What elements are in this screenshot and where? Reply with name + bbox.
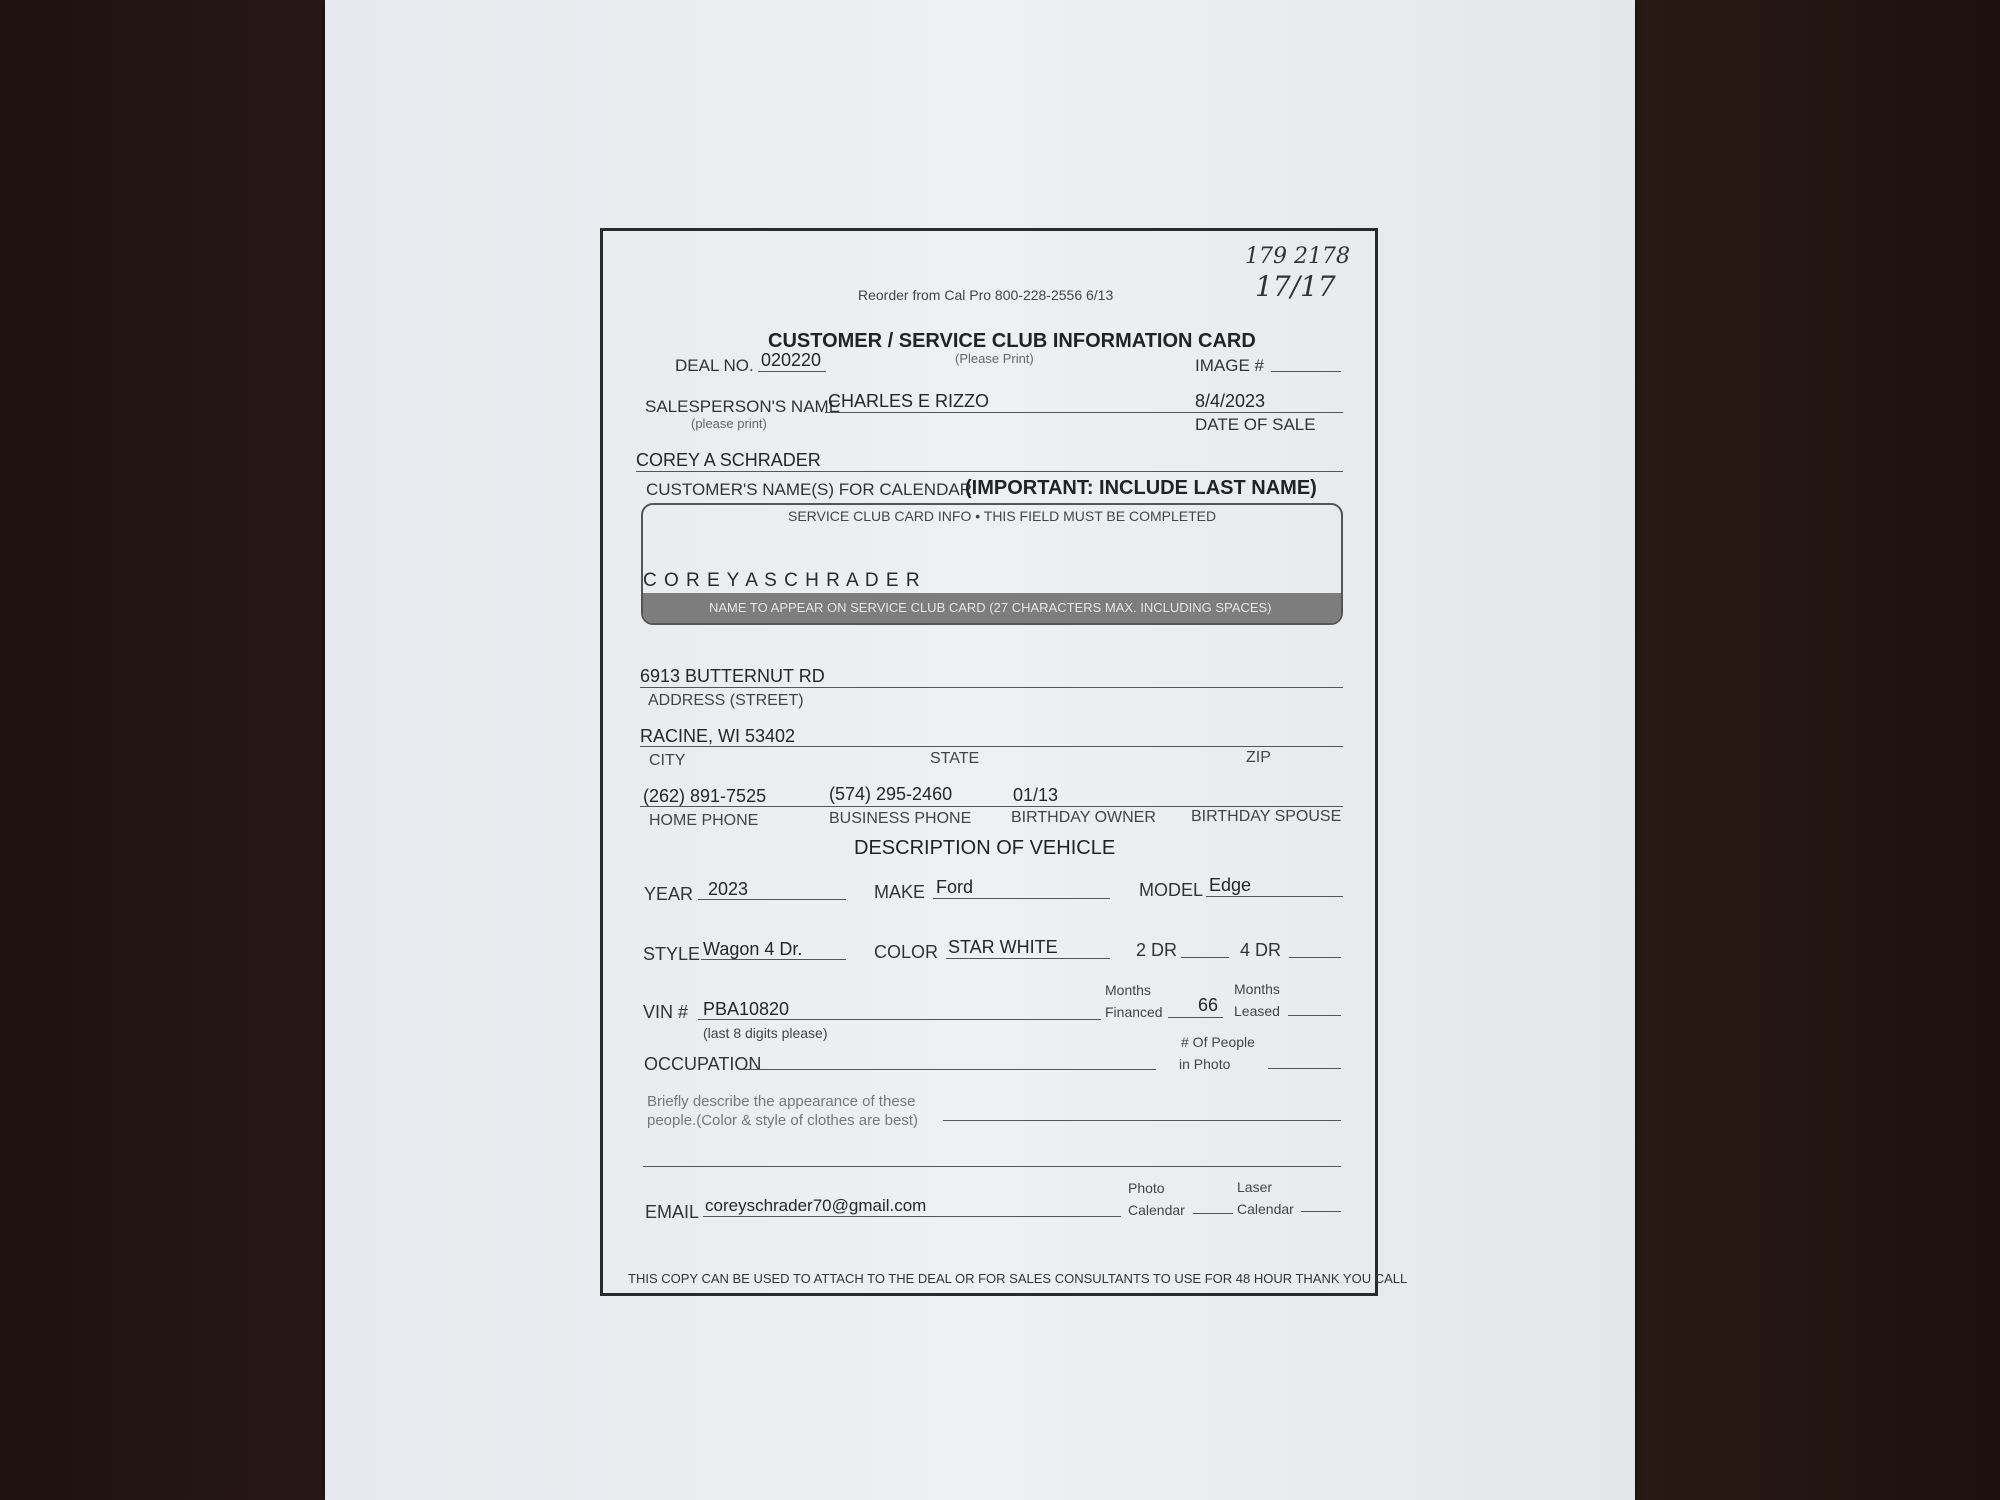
state-label: STATE — [930, 750, 980, 767]
style-value: Wagon 4 Dr. — [703, 939, 803, 959]
business-phone-value: (574) 295-2460 — [829, 784, 953, 804]
deal-no-label: DEAL NO. — [675, 356, 754, 375]
vin-label: VIN # — [643, 1002, 689, 1022]
months-leased-label-2: Leased — [1234, 1003, 1280, 1019]
zip-label: ZIP — [1246, 749, 1271, 766]
customer-name-value: COREY A SCHRADER — [636, 450, 821, 470]
image-field — [1271, 371, 1341, 372]
months-financed-label-2: Financed — [1105, 1004, 1163, 1020]
birthday-owner-label: BIRTHDAY OWNER — [1011, 809, 1156, 826]
laser-calendar-label-2: Calendar — [1237, 1201, 1294, 1217]
sale-date-value: 8/4/2023 — [1195, 391, 1266, 411]
year-label: YEAR — [644, 884, 694, 904]
handwritten-note-2: 17/17 — [1255, 270, 1336, 303]
home-phone-label: HOME PHONE — [649, 812, 759, 829]
make-value: Ford — [936, 877, 974, 897]
people-field — [1268, 1068, 1341, 1069]
months-leased-label-1: Months — [1234, 981, 1280, 997]
salesperson-value: CHARLES E RIZZO — [828, 391, 990, 411]
people-label-1: # Of People — [1181, 1034, 1255, 1050]
info-card — [600, 228, 1408, 1296]
describe-label-2: people.(Color & style of clothes are best) — [647, 1112, 918, 1129]
color-value: STAR WHITE — [948, 937, 1058, 957]
birthday-owner-value: 01/13 — [1013, 785, 1059, 805]
occupation-field — [743, 1069, 1156, 1070]
footer-note: THIS COPY CAN BE USED TO ATTACH TO THE DEAL OR FOR SALES CONSULTANTS TO USE FOR 48 HOUR THANK YOU CALL — [628, 1271, 1408, 1286]
street-label: ADDRESS (STREET) — [648, 692, 804, 709]
laser-calendar-label-1: Laser — [1237, 1179, 1273, 1195]
deal-no-value: 020220 — [761, 350, 822, 370]
months-leased-field — [1288, 1015, 1341, 1016]
photo-calendar-label-2: Calendar — [1128, 1202, 1185, 1218]
four-door-field — [1289, 957, 1341, 958]
email-value: coreyschrader70@gmail.com — [705, 1196, 927, 1215]
vin-note: (last 8 digits please) — [703, 1025, 828, 1041]
occupation-label: OCCUPATION — [644, 1054, 762, 1074]
months-financed-label-1: Months — [1105, 982, 1151, 998]
business-phone-label: BUSINESS PHONE — [829, 810, 972, 827]
important-note: (IMPORTANT: INCLUDE LAST NAME) — [965, 477, 1317, 499]
customer-name-label: CUSTOMER'S NAME(S) FOR CALENDAR — [646, 480, 972, 499]
make-label: MAKE — [874, 882, 926, 902]
color-label: COLOR — [874, 942, 939, 962]
describe-field-1 — [943, 1120, 1341, 1121]
handwritten-note-1: 179 2178 — [1245, 244, 1350, 269]
two-door-label: 2 DR — [1136, 940, 1178, 960]
year-value: 2023 — [708, 879, 749, 899]
home-phone-value: (262) 891-7525 — [643, 786, 767, 806]
birthday-spouse-label: BIRTHDAY SPOUSE — [1191, 808, 1342, 825]
service-club-box — [641, 503, 1343, 625]
card-title: CUSTOMER / SERVICE CLUB INFORMATION CARD — [768, 330, 1256, 352]
vehicle-section-title: DESCRIPTION OF VEHICLE — [854, 837, 1116, 859]
salesperson-label: SALESPERSON'S NAME — [645, 397, 841, 416]
style-label: STYLE — [643, 944, 701, 964]
city-state-zip-value: RACINE, WI 53402 — [640, 726, 796, 746]
image-label: IMAGE # — [1195, 356, 1264, 375]
people-label-2: in Photo — [1179, 1056, 1231, 1072]
email-label: EMAIL — [645, 1202, 700, 1222]
photo-calendar-label-1: Photo — [1128, 1180, 1165, 1196]
city-label: CITY — [649, 752, 686, 769]
salesperson-sublabel: (please print) — [691, 416, 767, 431]
model-label: MODEL — [1139, 880, 1204, 900]
laser-calendar-field — [1301, 1211, 1341, 1212]
describe-label-1: Briefly describe the appearance of these — [647, 1093, 916, 1110]
club-card-bar — [643, 593, 1341, 623]
vin-value: PBA10820 — [703, 999, 790, 1019]
four-door-label: 4 DR — [1240, 940, 1282, 960]
club-card-bar-label: NAME TO APPEAR ON SERVICE CLUB CARD (27 CHARACTERS MAX. INCLUDING SPACES) — [709, 600, 1272, 615]
months-financed-value: 66 — [1198, 995, 1219, 1015]
sale-date-label: DATE OF SALE — [1195, 415, 1316, 434]
please-print-note: (Please Print) — [955, 351, 1034, 366]
two-door-field — [1181, 957, 1229, 958]
street-value: 6913 BUTTERNUT RD — [640, 666, 825, 686]
club-card-name: C O R E Y A S C H R A D E R — [643, 570, 921, 591]
reorder-note: Reorder from Cal Pro 800-228-2556 6/13 — [858, 287, 1114, 303]
club-card-title: SERVICE CLUB CARD INFO • THIS FIELD MUST BE COMPLETED — [788, 508, 1217, 524]
photo-calendar-field — [1193, 1213, 1233, 1214]
model-value: Edge — [1209, 875, 1252, 895]
describe-field-2 — [643, 1166, 1341, 1167]
